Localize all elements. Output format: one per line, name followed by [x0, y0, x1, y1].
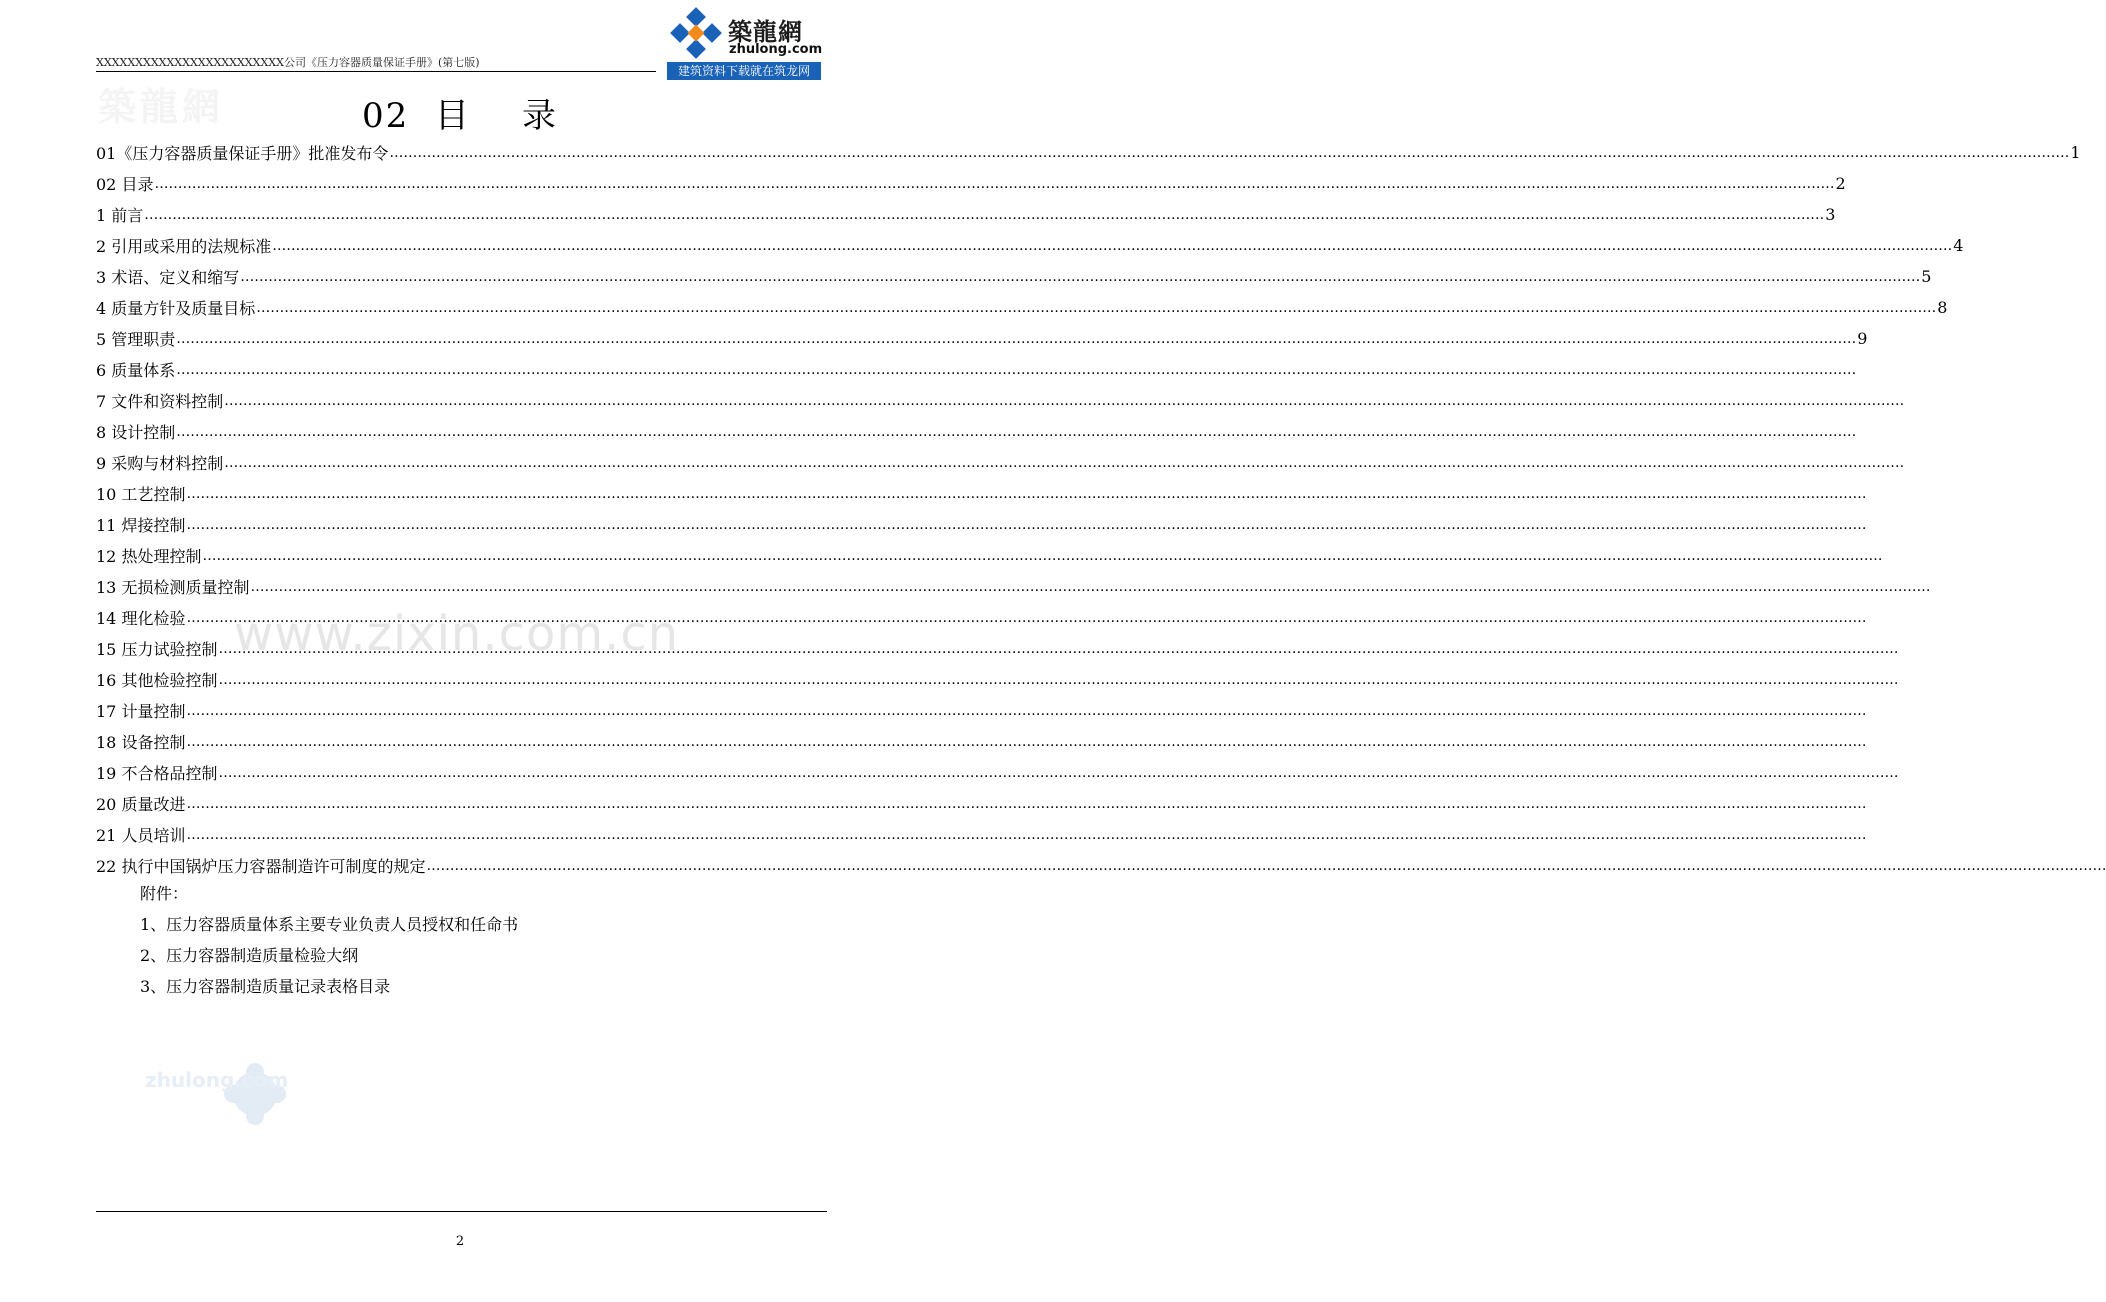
toc-dot-leader: ………………………………………………………………………………………………………………………………………………………………………………………………………………………………………………………………………………………………………………………………: [240, 268, 1921, 285]
toc-entry-page: 4: [1953, 236, 1964, 255]
toc-dot-leader: ………………………………………………………………………………………………………………………………………………………………………………………………………………………………………………………………………………………………………………………………: [224, 392, 1905, 409]
toc-entry[interactable]: [96, 509, 1867, 540]
attachment-item: 2、压力容器制造质量检验大纲: [140, 946, 359, 965]
toc-dot-leader: ………………………………………………………………………………………………………………………………………………………………………………………………………………………………………………………………………………………………………………………………: [186, 795, 1867, 812]
toc-dot-leader: ………………………………………………………………………………………………………………………………………………………………………………………………………………………………………………………………………………………………………………………………: [218, 764, 1899, 781]
table-of-contents: [96, 137, 2106, 881]
toc-entry[interactable]: [96, 292, 1948, 323]
watermark-top: 築龍網: [98, 85, 225, 129]
toc-entry-label: 5 管理职责: [96, 330, 176, 349]
attachments-heading: 附件：: [140, 884, 189, 903]
toc-entry[interactable]: [96, 354, 1857, 385]
toc-dot-leader: ………………………………………………………………………………………………………………………………………………………………………………………………………………………………………………………………………………………………………………………………: [176, 330, 1857, 347]
zhulong-logo-icon: [669, 8, 725, 60]
zhulong-logo[interactable]: [667, 6, 821, 80]
toc-dot-leader: ………………………………………………………………………………………………………………………………………………………………………………………………………………………………………………………………………………………………………………………………: [218, 671, 1899, 688]
toc-entry-label: 2 引用或采用的法规标准: [96, 237, 272, 256]
toc-dot-leader: ………………………………………………………………………………………………………………………………………………………………………………………………………………………………………………………………………………………………………………………………: [186, 702, 1867, 719]
toc-entry-label: 18 设备控制: [96, 733, 186, 752]
toc-entry-label: 1 前言: [96, 206, 144, 225]
toc-entry-page: 1: [2070, 143, 2081, 162]
toc-entry-page: 3: [1825, 205, 1836, 224]
watermark-bottom-text: zhulong.com: [145, 1068, 289, 1092]
attachments: [140, 878, 518, 1002]
toc-entry-label: 8 设计控制: [96, 423, 176, 442]
toc-entry[interactable]: [96, 447, 1905, 478]
toc-entry[interactable]: [96, 540, 1883, 571]
toc-entry-label: 6 质量体系: [96, 361, 176, 380]
toc-dot-leader: ………………………………………………………………………………………………………………………………………………………………………………………………………………………………………………………………………………………………………………………………: [154, 175, 1835, 192]
toc-entry-label: 10 工艺控制: [96, 485, 186, 504]
toc-dot-leader: ………………………………………………………………………………………………………………………………………………………………………………………………………………………………………………………………………………………………………………………………: [176, 361, 1857, 378]
toc-entry[interactable]: [96, 850, 2106, 881]
toc-entry[interactable]: [96, 602, 1867, 633]
toc-entry[interactable]: [96, 695, 1867, 726]
toc-entry-label: 01《压力容器质量保证手册》批准发布令: [96, 144, 389, 163]
toc-entry-label: 7 文件和资料控制: [96, 392, 224, 411]
running-header: XXXXXXXXXXXXXXXXXXXXXXXX公司《压力容器质量保证手册》(第七版): [96, 56, 480, 69]
toc-entry-label: 13 无损检测质量控制: [96, 578, 250, 597]
page-title: 02 目 录: [361, 96, 559, 136]
toc-entry-page: 2: [1835, 174, 1846, 193]
toc-dot-leader: ………………………………………………………………………………………………………………………………………………………………………………………………………………………………………………………………………………………………………………………………: [202, 547, 1883, 564]
attachment-item: 1、压力容器质量体系主要专业负责人员授权和任命书: [140, 915, 519, 934]
toc-entry[interactable]: [96, 261, 1932, 292]
toc-entry-label: 12 热处理控制: [96, 547, 202, 566]
toc-entry[interactable]: [96, 385, 1905, 416]
toc-entry[interactable]: [96, 416, 1857, 447]
toc-entry[interactable]: [96, 478, 1867, 509]
toc-dot-leader: ………………………………………………………………………………………………………………………………………………………………………………………………………………………………………………………………………………………………………………………………: [224, 454, 1905, 471]
toc-entry-label: 20 质量改进: [96, 795, 186, 814]
toc-entry-label: 21 人员培训: [96, 826, 186, 845]
toc-entry[interactable]: [96, 571, 1931, 602]
toc-entry[interactable]: [96, 230, 1964, 261]
toc-entry-label: 9 采购与材料控制: [96, 454, 224, 473]
toc-entry-label: 11 焊接控制: [96, 516, 186, 535]
toc-dot-leader: ………………………………………………………………………………………………………………………………………………………………………………………………………………………………………………………………………………………………………………………………: [186, 733, 1867, 750]
attachment-item: 3、压力容器制造质量记录表格目录: [140, 977, 391, 996]
toc-dot-leader: ………………………………………………………………………………………………………………………………………………………………………………………………………………………………………………………………………………………………………………………………: [218, 640, 1899, 657]
toc-dot-leader: ………………………………………………………………………………………………………………………………………………………………………………………………………………………………………………………………………………………………………………………………: [250, 578, 1931, 595]
toc-entry-label: 19 不合格品控制: [96, 764, 218, 783]
toc-entry-label: 02 目录: [96, 175, 154, 194]
toc-entry[interactable]: [96, 788, 1867, 819]
logo-name: 築龍網: [728, 18, 803, 46]
toc-entry-label: 14 理化检验: [96, 609, 186, 628]
toc-entry[interactable]: [96, 199, 1836, 230]
toc-entry[interactable]: [96, 757, 1899, 788]
toc-dot-leader: ………………………………………………………………………………………………………………………………………………………………………………………………………………………………………………………………………………………………………………………………: [389, 144, 2070, 161]
toc-entry[interactable]: [96, 819, 1867, 850]
toc-dot-leader: ………………………………………………………………………………………………………………………………………………………………………………………………………………………………………………………………………………………………………………………………: [186, 485, 1867, 502]
footer-rule: [96, 1211, 827, 1212]
toc-dot-leader: ………………………………………………………………………………………………………………………………………………………………………………………………………………………………………………………………………………………………………………………………: [186, 826, 1867, 843]
toc-dot-leader: ………………………………………………………………………………………………………………………………………………………………………………………………………………………………………………………………………………………………………………………………: [256, 299, 1937, 316]
toc-entry-page: 9: [1857, 329, 1868, 348]
toc-entry[interactable]: [96, 323, 1868, 354]
toc-entry-label: 16 其他检验控制: [96, 671, 218, 690]
toc-entry-label: 15 压力试验控制: [96, 640, 218, 659]
toc-dot-leader: ………………………………………………………………………………………………………………………………………………………………………………………………………………………………………………………………………………………………………………………………: [272, 237, 1953, 254]
toc-entry-page: 8: [1937, 298, 1948, 317]
toc-entry-label: 17 计量控制: [96, 702, 186, 721]
toc-entry-label: 4 质量方针及质量目标: [96, 299, 256, 318]
header-rule: [96, 71, 656, 72]
watermark-middle: www.zixin.com.cn: [234, 606, 680, 662]
toc-dot-leader: ………………………………………………………………………………………………………………………………………………………………………………………………………………………………………………………………………………………………………………………………: [426, 857, 2106, 874]
toc-dot-leader: ………………………………………………………………………………………………………………………………………………………………………………………………………………………………………………………………………………………………………………………………: [176, 423, 1857, 440]
toc-entry[interactable]: [96, 137, 2081, 168]
toc-entry-label: 22 执行中国锅炉压力容器制造许可制度的规定: [96, 857, 426, 876]
logo-domain: zhulong.com: [729, 42, 823, 57]
page-number: 2: [455, 1234, 465, 1249]
watermark-bottom: [145, 1060, 305, 1134]
toc-dot-leader: ………………………………………………………………………………………………………………………………………………………………………………………………………………………………………………………………………………………………………………………………: [186, 516, 1867, 533]
toc-entry-label: 3 术语、定义和缩写: [96, 268, 240, 287]
toc-dot-leader: ………………………………………………………………………………………………………………………………………………………………………………………………………………………………………………………………………………………………………………………………: [144, 206, 1825, 223]
toc-entry[interactable]: [96, 726, 1867, 757]
toc-entry[interactable]: [96, 664, 1899, 695]
toc-dot-leader: ………………………………………………………………………………………………………………………………………………………………………………………………………………………………………………………………………………………………………………………………: [186, 609, 1867, 626]
logo-slogan: 建筑资料下载就在筑龙网: [667, 62, 821, 80]
toc-entry[interactable]: [96, 168, 1846, 199]
toc-entry-page: 5: [1921, 267, 1932, 286]
toc-entry[interactable]: [96, 633, 1899, 664]
